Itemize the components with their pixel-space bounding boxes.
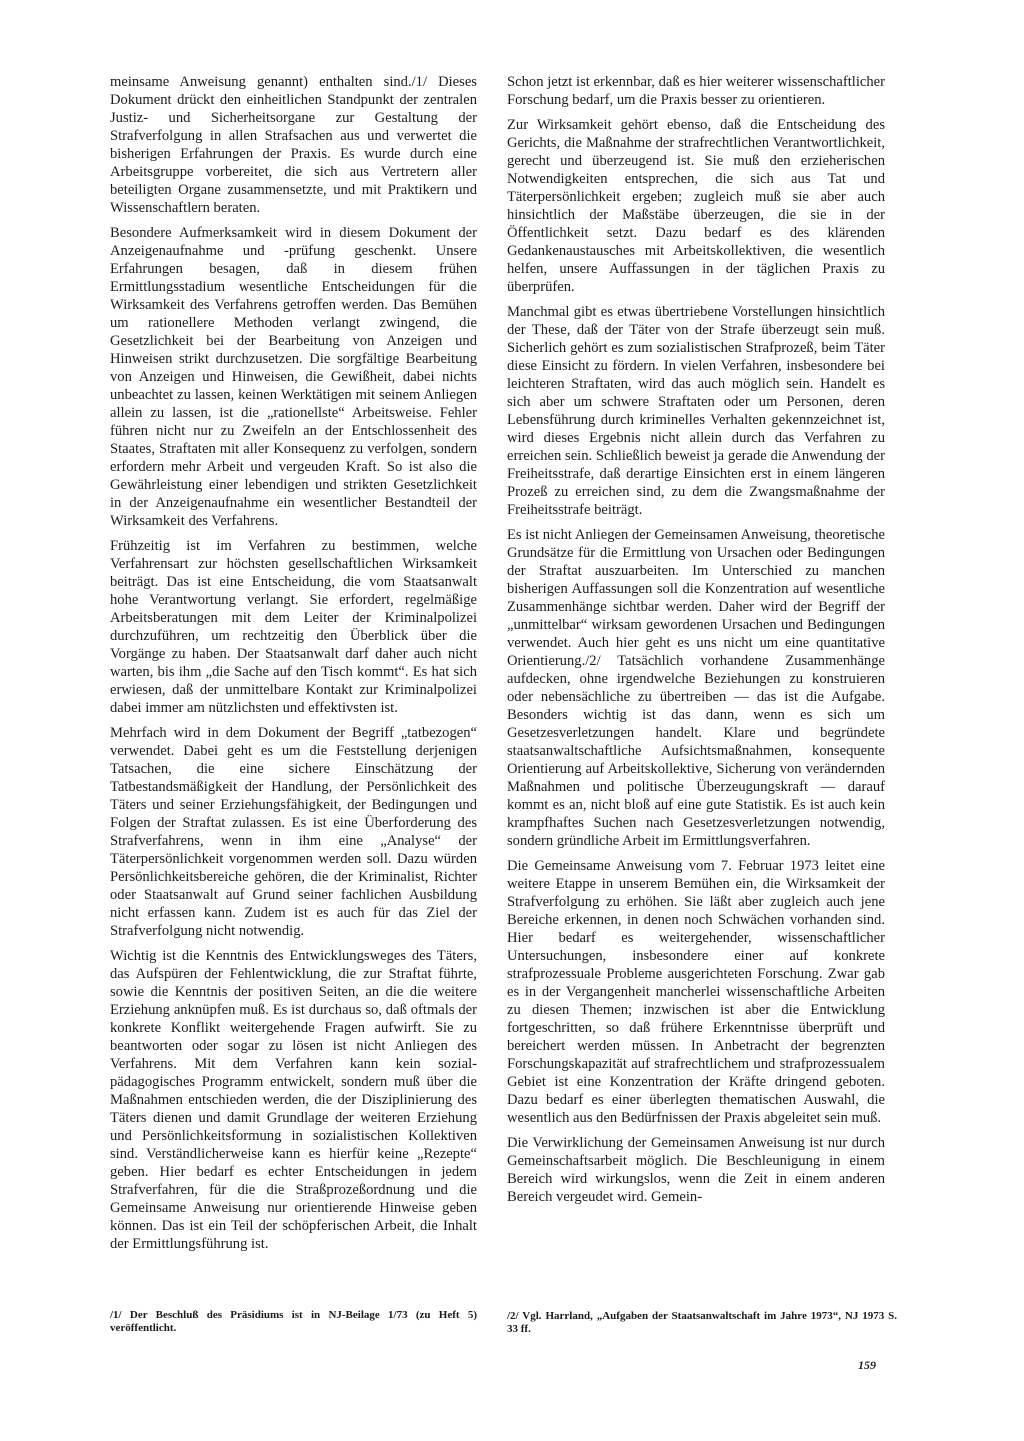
paragraph: Wichtig ist die Kenntnis des Entwicklungsweges des Täters, das Aufspüren der Fehlentwicklung, die zur Straftat führte, sowie die Kenntnis der positiven Seiten, an die die weitere Erziehung anknüpfen muß. Es ist durchaus so, daß oftmals der konkrete Konflikt weitergehende Fragen aufwirft. Sie zu beantworten oder sogar zu lösen ist nicht Anliegen des Verfahrens. Mit dem Verfahren kann kein sozial-pädagogisches Programm entwickelt, sondern muß über die Maßnahmen entschieden werden, die der Disziplinierung des Täters dienen und damit Grundlage der weiteren Erziehung und Persönlichkeitsformung in sozialistischen Kollektiven sind. Verständlicherweise kann es hierfür keine „Rezepte“ geben. Hier bedarf es echter Entscheidungen in jedem Strafverfahren, für die die Straßprozeßordnung und die Gemeinsame Anweisung nur orientierende Hinweise geben können. Das ist ein Teil der schöpferischen Arbeit, die Inhalt der Ermittlungsführung ist. — [110, 948, 477, 1252]
footnote-2: /2/ Vgl. Harrland, „Aufgaben der Staatsanwaltschaft im Jahre 1973“, NJ 1973 S. 33 ff. — [507, 1310, 897, 1335]
right-text-column — [507, 73, 885, 1213]
paragraph: Mehrfach wird in dem Dokument der Begriff „tatbezogen“ verwendet. Dabei geht es um die Feststellung derjenigen Tatsachen, die eine sichere Einschätzung der Tatbestandsmäßigkeit der Handlung, der Persönlichkeit des Täters und seiner Erziehungsfähigkeit, der Bedingungen und Folgen der Straftat zulassen. Es ist eine Überforderung des Strafverfahrens, wenn in ihm eine „Analyse“ der Täterpersönlichkeit vorgenommen werden soll. Dazu würden Persönlichkeitsbereiche gehören, die der Kriminalist, Richter oder Staatsanwalt auf Grund seiner fachlichen Ausbildung nicht erfassen kann. Zudem ist es auch für das Ziel der Strafverfolgung nicht notwendig. — [110, 725, 477, 939]
paragraph: Die Gemeinsame Anweisung vom 7. Februar 1973 leitet eine weitere Etappe in unserem Bemühen ein, die Wirksamkeit der Strafverfolgung zu erhöhen. Sie läßt aber zugleich auch jene Bereiche erkennen, in denen noch Schwächen vorhanden sind. Hier bedarf es weitergehender, wissenschaftlicher Untersuchungen, insbesondere einer auf konkrete strafprozessuale Probleme ausgerichteten Forschung. Zwar gab es in der Vergangenheit mancherlei wissenschaftliche Arbeiten zu diesen Themen; inzwischen ist aber die Entwicklung fortgeschritten, so daß frühere Erkenntnisse überprüft und bereichert werden müssen. In Anbetracht der begrenzten Forschungskapazität auf strafrechtlichem und strafprozessualem Gebiet ist eine Konzentration der Kräfte dringend geboten. Dazu bedarf es einer überlegten thematischen Auswahl, die wesentlich aus den Bedürfnissen der Praxis abgeleitet sein muß. — [507, 858, 885, 1126]
paragraph: Besondere Aufmerksamkeit wird in diesem Dokument der Anzeigenaufnahme und -prüfung geschenkt. Unsere Erfahrungen besagen, daß in diesem frühen Ermittlungsstadium wesentliche Entscheidungen für die Wirksamkeit des Verfahrens getroffen werden. Das Bemühen um rationellere Methoden verlangt zwingend, die Gesetzlichkeit bei der Bearbeitung von Anzeigen und Hinweisen strikt durchzusetzen. Die sorgfältige Bearbeitung von Anzeigen und Hinweisen, die Gewißheit, dabei nichts unbeachtet zu lassen, keinen Werktätigen mit seinem Anliegen allein zu lassen, ist die „rationellste“ Arbeitsweise. Fehler führen nicht nur zu Zweifeln an der Entschlossenheit des Staates, Straftaten mit aller Konsequenz zu verfolgen, sondern erfordern mehr Arbeit und vergeuden Kraft. So ist also die Gewährleistung einer lebendigen und strikten Gesetzlichkeit in der Anzeigenaufnahme ein wesentlicher Bestandteil der Wirksamkeit des Verfahrens. — [110, 225, 477, 529]
paragraph: Schon jetzt ist erkennbar, daß es hier weiterer wissenschaftlicher Forschung bedarf, um die Praxis besser zu orientieren. — [507, 74, 885, 108]
paragraph: Die Verwirklichung der Gemeinsamen Anweisung ist nur durch Gemeinschaftsarbeit möglich. Die Beschleunigung in einem Bereich wird wirkungslos, wenn die Zeit in einem anderen Bereich vergeudet wird. Gemein- — [507, 1135, 885, 1205]
paragraph: Manchmal gibt es etwas übertriebene Vorstellungen hinsichtlich der These, daß der Täter von der Strafe überzeugt sein muß. Sicherlich gehört es zum sozialistischen Strafprozeß, beim Täter diese Einsicht zu fördern. In vielen Verfahren, insbesondere bei leichteren Straftaten, wird das auch möglich sein. Handelt es sich aber um schwere Straftaten oder um Personen, deren Lebensführung durch kriminelles Verhalten gekennzeichnet ist, wird dieses Ergebnis nicht allein durch das Verfahren zu erreichen sein. Schließlich beweist ja gerade die Anwendung der Freiheitsstrafe, daß derartige Einsichten erst in einem längeren Prozeß zu erreichen sind, zu dem die Zwangsmaßnahme der Freiheitsstrafe beiträgt. — [507, 304, 885, 518]
paragraph: meinsame Anweisung genannt) enthalten sind./1/ Dieses Dokument drückt den einheitlichen Standpunkt der zentralen Justiz- und Sicherheitsorgane zur Gestaltung der Strafverfolgung in allen Strafsachen aus und verwertet die bisherigen Erfahrungen der Praxis. Es wurde durch eine Arbeitsgruppe vorbereitet, die sich aus Vertretern aller beteiligten Organe zusammensetzte, und mit Praktikern und Wissenschaftlern beraten. — [110, 74, 477, 216]
footnote-1: /1/ Der Beschluß des Präsidiums ist in NJ-Beilage 1/73 (zu Heft 5) veröffentlicht. — [110, 1309, 477, 1334]
paragraph: Es ist nicht Anliegen der Gemeinsamen Anweisung, theoretische Grundsätze für die Ermittlung von Ursachen oder Bedingungen der Straftat auszuarbeiten. Im Unterschied zu manchen bisherigen Auffassungen soll die Konzentration auf wesentliche Zusammenhänge sichtbar werden. Daher wird der Begriff der „unmittelbar“ wirksam gewordenen Ursachen und Bedingungen verwendet. Auch hier geht es uns nicht um eine quantitative Orientierung./2/ Tatsächlich vorhandene Zusammenhänge aufdecken, ohne irgendwelche Beziehungen zu konstruieren oder nebensächliche zu übertreiben — das ist die Aufgabe. Besonders wichtig ist das dann, wenn es sich um Gesetzesverletzungen handelt. Klare und begründete staatsanwaltschaftliche Aufsichtsmaßnahmen, konsequente Orientierung auf Arbeitskollektive, Sicherung von verändernden Maßnahmen und politische Überzeugungskraft — darauf kommt es an, nicht bloß auf eine gute Statistik. Es ist auch kein krampfhaftes Suchen nach Gesetzesverletzungen notwendig, sondern gründliche Arbeit im Ermittlungsverfahren. — [507, 527, 885, 849]
left-text-column — [110, 73, 477, 1260]
page-number: 159 — [858, 1358, 876, 1372]
paragraph: Frühzeitig ist im Verfahren zu bestimmen, welche Verfahrensart zur höchsten gesellschaftlichen Wirksamkeit beiträgt. Das ist eine Entscheidung, die vom Staatsanwalt hohe Verantwortung verlangt. Sie erfordert, regelmäßige Arbeitsberatungen mit dem Leiter der Kriminalpolizei durchzuführen, um rechtzeitig den Überblick über die Vorgänge zu haben. Der Staatsanwalt darf daher auch nicht warten, bis ihm „die Sache auf den Tisch kommt“. Es hat sich erwiesen, daß der unmittelbare Kontakt zur Kriminalpolizei dabei immer am nützlichsten und effektivsten ist. — [110, 538, 477, 716]
paragraph: Zur Wirksamkeit gehört ebenso, daß die Entscheidung des Gerichts, die Maßnahme der strafrechtlichen Verantwortlichkeit, gerecht und überzeugend ist. Sie muß den erzieherischen Notwendigkeiten entsprechen, die sich aus Tat und Täterpersönlichkeit ergeben; zugleich muß sie aber auch hinsichtlich der Maßstäbe überzeugen, die sie in der Öffentlichkeit setzt. Dazu bedarf es des klärenden Gedankenaustausches mit Arbeitskollektiven, die wesentlich helfen, unsere Auffassungen in der täglichen Praxis zu überprüfen. — [507, 117, 885, 295]
